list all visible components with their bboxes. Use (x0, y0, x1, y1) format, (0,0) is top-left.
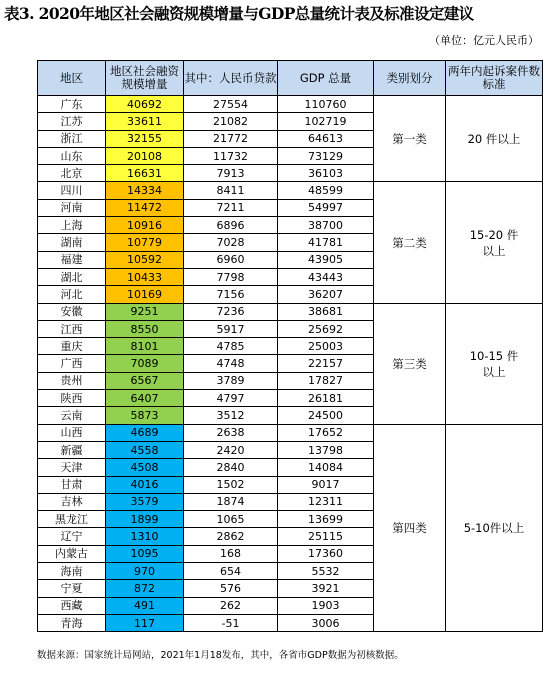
gdp-cell: 9017 (278, 476, 374, 493)
region-cell: 云南 (38, 407, 106, 424)
rmb-loans-cell: 3789 (184, 372, 278, 389)
social-financing-cell: 8550 (106, 320, 184, 337)
rmb-loans-cell: 4785 (184, 338, 278, 355)
region-cell: 宁夏 (38, 580, 106, 597)
table-row (38, 424, 543, 441)
region-cell: 重庆 (38, 338, 106, 355)
region-cell: 湖北 (38, 268, 106, 285)
social-financing-cell: 7089 (106, 355, 184, 372)
category-cell: 第三类 (374, 303, 446, 424)
header-rmb-loans: 其中：人民币贷款 (184, 61, 278, 96)
standard-cell: 20 件以上 (446, 96, 543, 182)
category-cell: 第四类 (374, 424, 446, 632)
header-region: 地区 (38, 61, 106, 96)
rmb-loans-cell: 21082 (184, 113, 278, 130)
social-financing-cell: 4016 (106, 476, 184, 493)
region-cell: 江西 (38, 320, 106, 337)
gdp-cell: 110760 (278, 96, 374, 113)
region-cell: 安徽 (38, 303, 106, 320)
region-cell: 天津 (38, 459, 106, 476)
region-cell: 湖南 (38, 234, 106, 251)
unit-label: （单位：亿元人民币） (429, 34, 539, 47)
social-financing-cell: 10779 (106, 234, 184, 251)
gdp-cell: 17360 (278, 545, 374, 562)
table-row (38, 303, 543, 320)
region-cell: 河北 (38, 286, 106, 303)
rmb-loans-cell: 7028 (184, 234, 278, 251)
table-body (38, 96, 543, 632)
region-cell: 辽宁 (38, 528, 106, 545)
rmb-loans-cell: 1874 (184, 493, 278, 510)
social-financing-cell: 10433 (106, 268, 184, 285)
social-financing-cell: 4558 (106, 441, 184, 458)
gdp-cell: 17827 (278, 372, 374, 389)
rmb-loans-cell: 2638 (184, 424, 278, 441)
rmb-loans-cell: 8411 (184, 182, 278, 199)
social-financing-cell: 9251 (106, 303, 184, 320)
gdp-cell: 26181 (278, 390, 374, 407)
rmb-loans-cell: 27554 (184, 96, 278, 113)
social-financing-cell: 1899 (106, 511, 184, 528)
gdp-cell: 38700 (278, 217, 374, 234)
source-note: 数据来源：国家统计局网站，2021年1月18发布，其中，各省市GDP数据为初核数据。 (37, 650, 404, 661)
region-cell: 浙江 (38, 130, 106, 147)
gdp-cell: 13798 (278, 441, 374, 458)
gdp-cell: 3006 (278, 614, 374, 631)
standard-cell: 10-15 件以上 (446, 303, 543, 424)
social-financing-cell: 33611 (106, 113, 184, 130)
region-cell: 广西 (38, 355, 106, 372)
social-financing-cell: 3579 (106, 493, 184, 510)
social-financing-cell: 10169 (106, 286, 184, 303)
header-gdp: GDP 总量 (278, 61, 374, 96)
social-financing-cell: 1310 (106, 528, 184, 545)
region-cell: 河南 (38, 199, 106, 216)
region-cell: 甘肃 (38, 476, 106, 493)
gdp-cell: 3921 (278, 580, 374, 597)
category-cell: 第二类 (374, 182, 446, 303)
rmb-loans-cell: 2862 (184, 528, 278, 545)
gdp-cell: 102719 (278, 113, 374, 130)
social-financing-cell: 970 (106, 563, 184, 580)
gdp-cell: 22157 (278, 355, 374, 372)
gdp-cell: 64613 (278, 130, 374, 147)
rmb-loans-cell: 4797 (184, 390, 278, 407)
gdp-cell: 25692 (278, 320, 374, 337)
region-cell: 四川 (38, 182, 106, 199)
rmb-loans-cell: 7236 (184, 303, 278, 320)
gdp-cell: 24500 (278, 407, 374, 424)
region-cell: 青海 (38, 614, 106, 631)
gdp-cell: 25115 (278, 528, 374, 545)
gdp-cell: 38681 (278, 303, 374, 320)
region-cell: 贵州 (38, 372, 106, 389)
rmb-loans-cell: 1065 (184, 511, 278, 528)
header-social-financing: 地区社会融资规模增量 (106, 61, 184, 96)
social-financing-cell: 6567 (106, 372, 184, 389)
region-cell: 新疆 (38, 441, 106, 458)
social-financing-cell: 32155 (106, 130, 184, 147)
region-cell: 吉林 (38, 493, 106, 510)
rmb-loans-cell: 5917 (184, 320, 278, 337)
statistics-table (37, 60, 543, 632)
social-financing-cell: 10916 (106, 217, 184, 234)
table-row (38, 96, 543, 113)
social-financing-cell: 11472 (106, 199, 184, 216)
social-financing-cell: 1095 (106, 545, 184, 562)
gdp-cell: 54997 (278, 199, 374, 216)
rmb-loans-cell: 1502 (184, 476, 278, 493)
rmb-loans-cell: -51 (184, 614, 278, 631)
social-financing-cell: 6407 (106, 390, 184, 407)
gdp-cell: 36207 (278, 286, 374, 303)
rmb-loans-cell: 3512 (184, 407, 278, 424)
rmb-loans-cell: 21772 (184, 130, 278, 147)
social-financing-cell: 117 (106, 614, 184, 631)
social-financing-cell: 8101 (106, 338, 184, 355)
rmb-loans-cell: 7211 (184, 199, 278, 216)
region-cell: 陕西 (38, 390, 106, 407)
social-financing-cell: 872 (106, 580, 184, 597)
gdp-cell: 14084 (278, 459, 374, 476)
table-row (38, 182, 543, 199)
region-cell: 江苏 (38, 113, 106, 130)
social-financing-cell: 14334 (106, 182, 184, 199)
rmb-loans-cell: 654 (184, 563, 278, 580)
gdp-cell: 5532 (278, 563, 374, 580)
rmb-loans-cell: 576 (184, 580, 278, 597)
region-cell: 西藏 (38, 597, 106, 614)
social-financing-cell: 491 (106, 597, 184, 614)
social-financing-cell: 40692 (106, 96, 184, 113)
rmb-loans-cell: 6896 (184, 217, 278, 234)
rmb-loans-cell: 6960 (184, 251, 278, 268)
gdp-cell: 48599 (278, 182, 374, 199)
rmb-loans-cell: 4748 (184, 355, 278, 372)
rmb-loans-cell: 262 (184, 597, 278, 614)
category-cell: 第一类 (374, 96, 446, 182)
social-financing-cell: 4689 (106, 424, 184, 441)
region-cell: 上海 (38, 217, 106, 234)
table-title: 表3. 2020年地区社会融资规模增量与GDP总量统计表及标准设定建议 (4, 4, 474, 23)
gdp-cell: 1903 (278, 597, 374, 614)
header-standard: 两年内起诉案件数标准 (446, 61, 543, 96)
header-category: 类别划分 (374, 61, 446, 96)
rmb-loans-cell: 11732 (184, 147, 278, 164)
rmb-loans-cell: 168 (184, 545, 278, 562)
region-cell: 黑龙江 (38, 511, 106, 528)
region-cell: 广东 (38, 96, 106, 113)
gdp-cell: 13699 (278, 511, 374, 528)
standard-cell: 15-20 件以上 (446, 182, 543, 303)
social-financing-cell: 4508 (106, 459, 184, 476)
social-financing-cell: 20108 (106, 147, 184, 164)
region-cell: 山西 (38, 424, 106, 441)
gdp-cell: 17652 (278, 424, 374, 441)
standard-cell: 5-10件以上 (446, 424, 543, 632)
gdp-cell: 41781 (278, 234, 374, 251)
rmb-loans-cell: 2840 (184, 459, 278, 476)
gdp-cell: 12311 (278, 493, 374, 510)
social-financing-cell: 5873 (106, 407, 184, 424)
header-row (38, 61, 543, 96)
rmb-loans-cell: 7913 (184, 165, 278, 182)
gdp-cell: 43443 (278, 268, 374, 285)
social-financing-cell: 10592 (106, 251, 184, 268)
gdp-cell: 73129 (278, 147, 374, 164)
gdp-cell: 36103 (278, 165, 374, 182)
rmb-loans-cell: 7798 (184, 268, 278, 285)
gdp-cell: 43905 (278, 251, 374, 268)
region-cell: 海南 (38, 563, 106, 580)
gdp-cell: 25003 (278, 338, 374, 355)
region-cell: 福建 (38, 251, 106, 268)
social-financing-cell: 16631 (106, 165, 184, 182)
rmb-loans-cell: 7156 (184, 286, 278, 303)
rmb-loans-cell: 2420 (184, 441, 278, 458)
region-cell: 北京 (38, 165, 106, 182)
region-cell: 山东 (38, 147, 106, 164)
region-cell: 内蒙古 (38, 545, 106, 562)
